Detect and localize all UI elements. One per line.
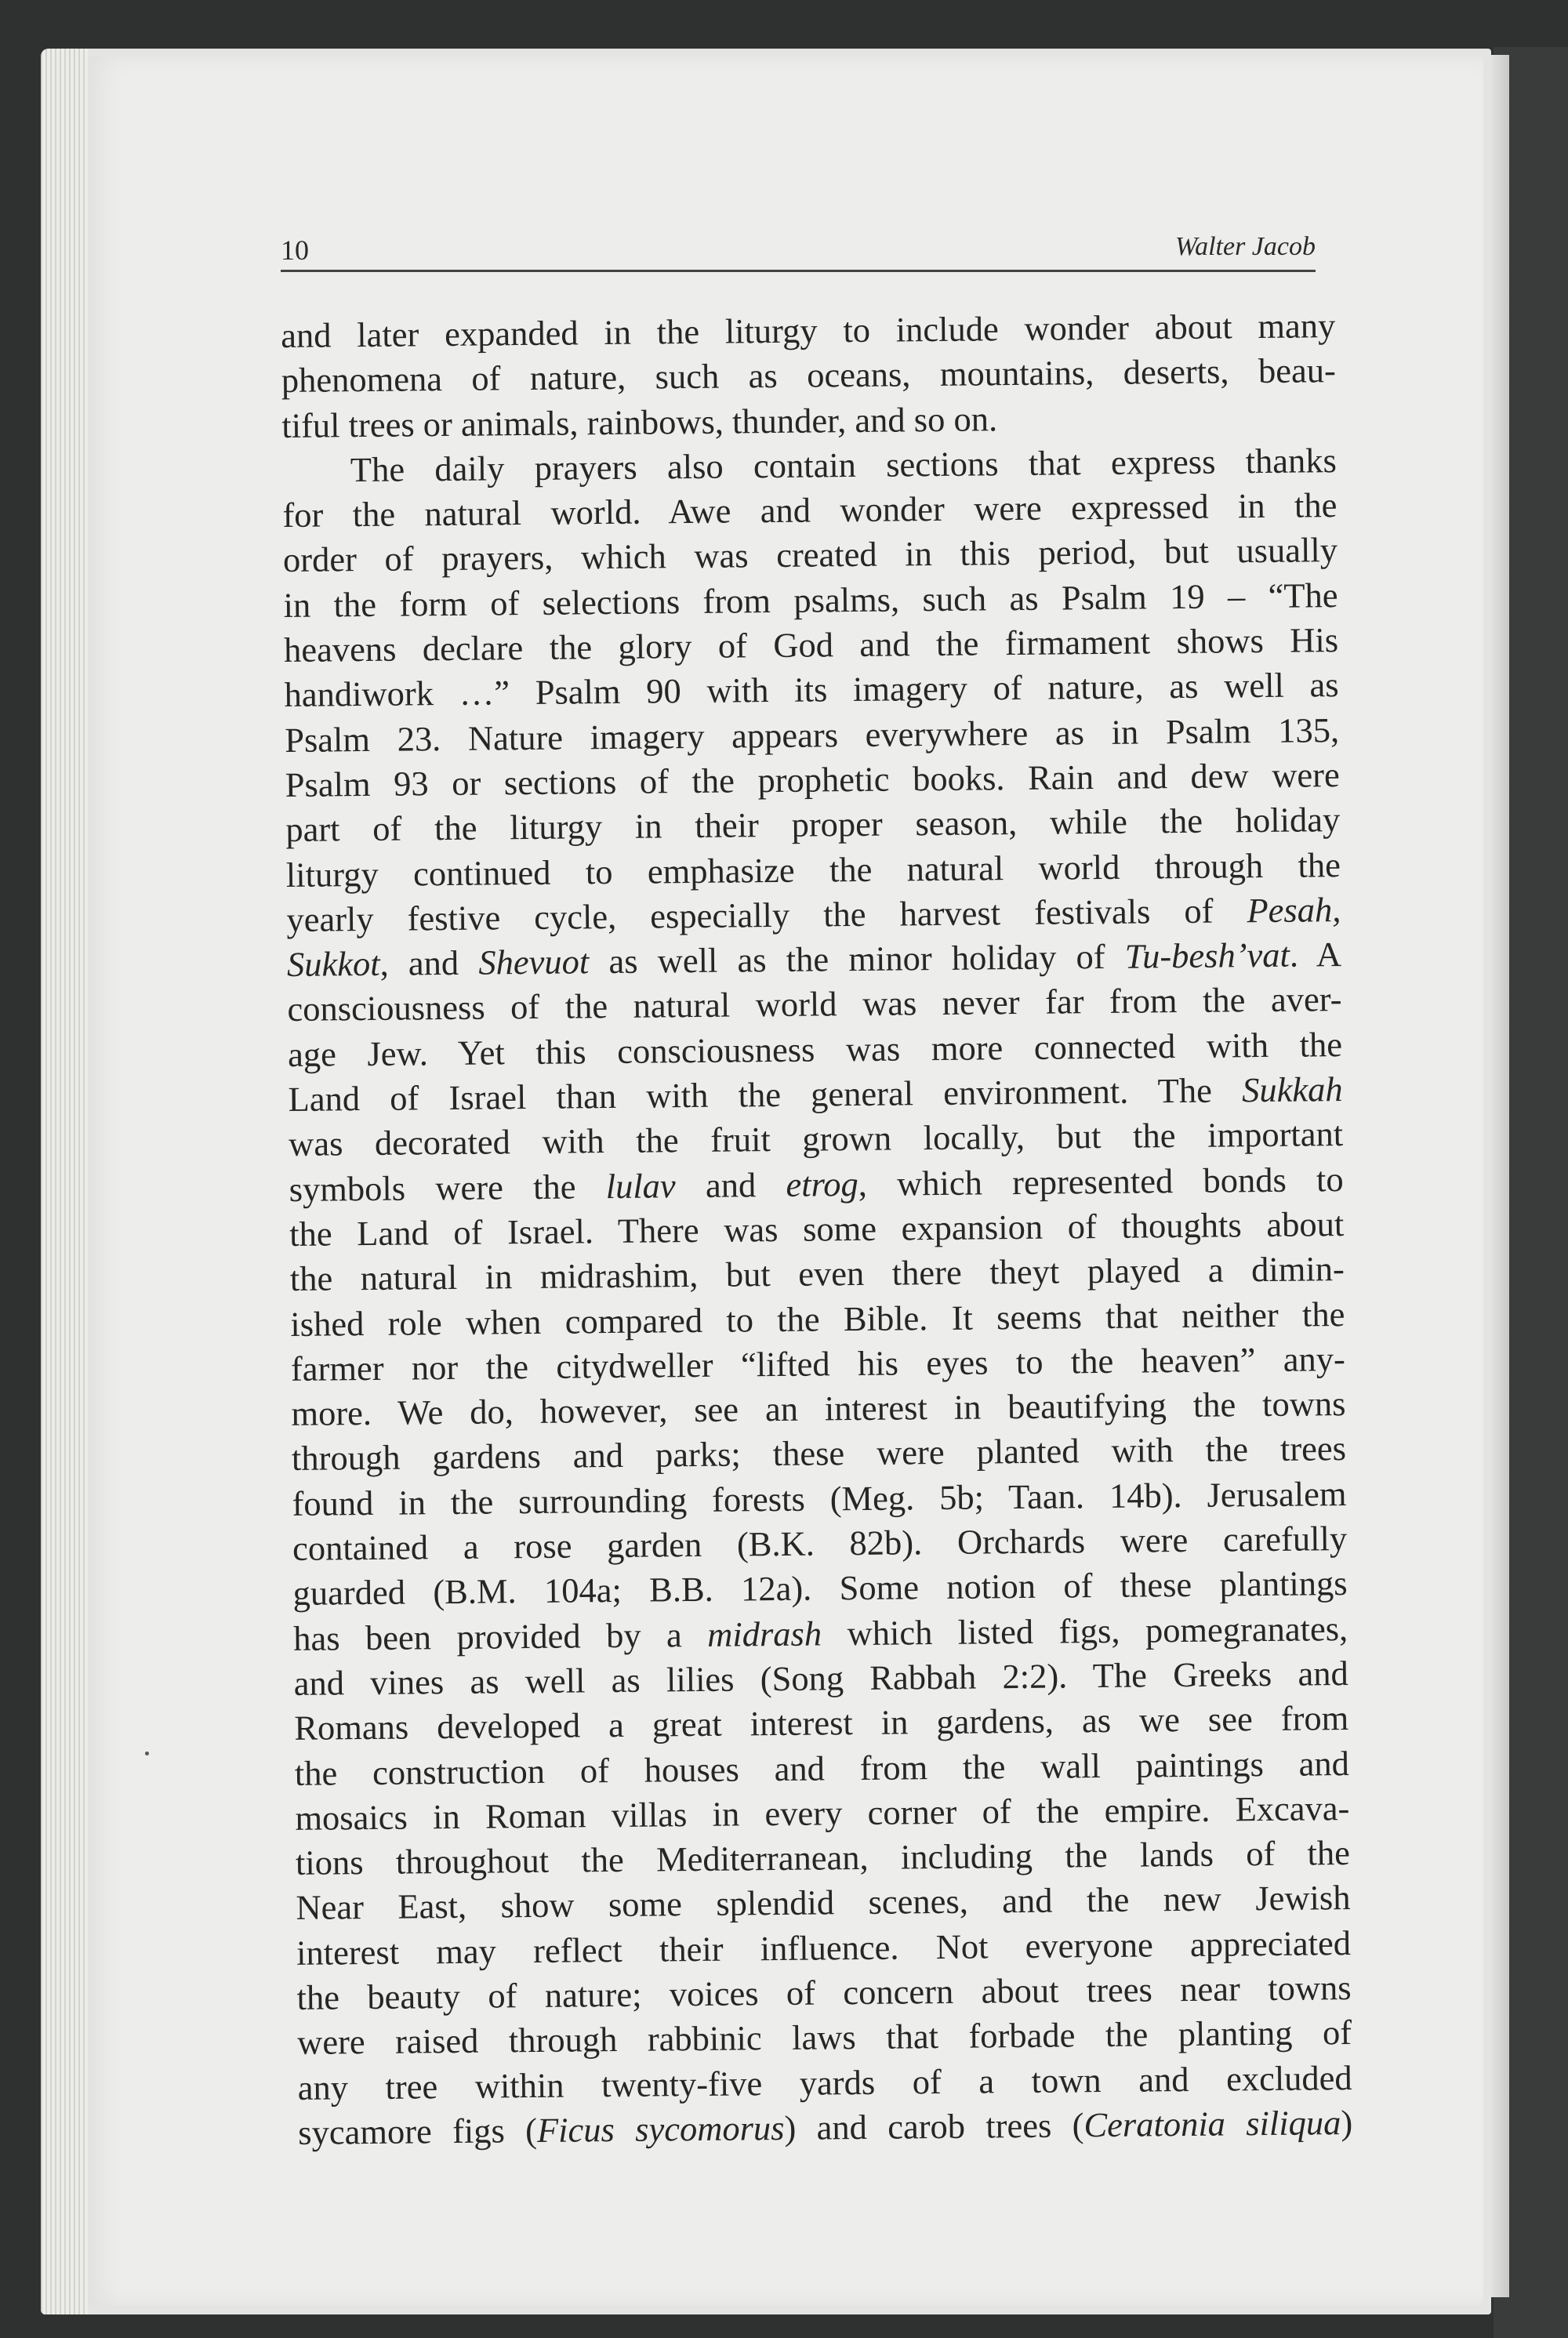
text-segment: were raised through rabbinic laws that forbade the planting of (296, 2013, 1352, 2063)
text-segment: through gardens and parks; these were planted with the trees (291, 1429, 1347, 1479)
body-text (281, 303, 1352, 2155)
text-segment: and vines as well as lilies (Song Rabbah 2:2). The Greeks and (293, 1653, 1348, 1703)
text-segment: for the natural world. Awe and wonder were expressed in the (282, 485, 1338, 535)
text-segment: liturgy continued to emphasize the natural world through the (285, 844, 1341, 895)
text-segment: age Jew. Yet this consciousness was more connected with the (287, 1024, 1343, 1074)
text-segment: Romans developed a great interest in gardens, as we see from (294, 1698, 1349, 1748)
text-segment: contained a rose garden (B.K. 82b). Orchards were carefully (292, 1519, 1348, 1568)
text-segment: consciousness of the natural world was never far from the aver- (287, 979, 1342, 1029)
text-segment: ) and carob trees ( (784, 2105, 1084, 2147)
text-segment: Near East, show some splendid scenes, and the new Jewish (296, 1878, 1351, 1928)
text-segment: ished role when compared to the Bible. It seems that neither the (290, 1294, 1345, 1344)
text-segment: and (675, 1164, 786, 1205)
text-segment: farmer nor the citydweller “lifted his eyes to the heaven” any- (290, 1338, 1346, 1389)
text-segment: found in the surrounding forests (Meg. 5b; Taan. 14b). Jerusalem (292, 1473, 1347, 1523)
text-segment: the Land of Israel. There was some expansion of thoughts about (289, 1203, 1345, 1254)
text-segment: Psalm 93 or sections of the prophetic books. Rain and dew were (285, 755, 1340, 804)
text-segment: Land of Israel than with the general environment. The (288, 1070, 1243, 1119)
text-segment: The daily prayers also contain sections that express thanks (350, 440, 1338, 490)
text-segment: Psalm 23. Nature imagery appears everywhere as in Psalm 135, (284, 710, 1340, 760)
text-segment: tiful trees or animals, rainbows, thunder, and so on. (281, 398, 998, 445)
text-segment: interest may reflect their influence. Not everyone appreciated (296, 1922, 1352, 1973)
text-segment: as well as the minor holiday of (588, 936, 1126, 982)
text-segment: more. We do, however, see an interest in beautifying the towns (291, 1384, 1346, 1434)
running-head (281, 220, 1316, 272)
text-segment: phenomena of nature, such as oceans, mountains, deserts, beau- (281, 350, 1336, 401)
text-segment: which listed figs, pomegranates, (821, 1608, 1348, 1654)
italic-term: Ceratonia siliqua (1083, 2103, 1341, 2145)
running-head-author: Walter Jacob (1174, 232, 1316, 261)
text-segment: any tree within twenty-five yards of a town and excluded (297, 2057, 1352, 2107)
italic-term: etrog (786, 1164, 858, 1204)
text-segment: , and (379, 942, 479, 983)
text-segment: mosaics in Roman villas in every corner of the empire. Excava- (295, 1788, 1350, 1838)
italic-term: Ficus sycomorus (536, 2107, 785, 2150)
text-segment: order of prayers, which was created in this period, but usually (282, 530, 1338, 580)
text-segment: the construction of houses and from the wall paintings and (294, 1743, 1350, 1793)
text-segment: ) (1341, 2102, 1353, 2142)
text-segment: the beauty of nature; voices of concern about trees near towns (296, 1967, 1352, 2017)
text-segment: part of the liturgy in their proper season, while the holiday (285, 800, 1341, 850)
text-segment: has been provided by a (292, 1614, 708, 1658)
text-segment: , which represented bonds to (858, 1159, 1344, 1203)
italic-term: Shevuot (478, 942, 590, 982)
text-segment: tions throughout the Mediterranean, including the lands of the (295, 1833, 1351, 1883)
text-segment: guarded (B.M. 104a; B.B. 12a). Some notion of these plantings (292, 1563, 1348, 1614)
text-segment: in the form of selections from psalms, such as Psalm 19 – “The (283, 575, 1338, 625)
text-segment: . A (1289, 935, 1342, 975)
text-segment: the natural in midrashim, but even there theyt played a dimin- (289, 1249, 1345, 1299)
text-segment: yearly festive cycle, especially the harvest festivals of (286, 891, 1247, 939)
text-segment: sycamore figs ( (298, 2110, 538, 2152)
italic-term: lulav (605, 1165, 676, 1206)
italic-term: Pesah, (1247, 889, 1341, 931)
text-segment: handiwork …” Psalm 90 with its imagery of nature, as well as (284, 665, 1339, 715)
page-speck (145, 1752, 149, 1755)
italic-term: midrash (706, 1614, 822, 1654)
italic-term: Tu-besh’vat (1124, 935, 1290, 976)
text-segment: heavens declare the glory of God and the firmament shows His (283, 620, 1339, 670)
text-segment: was decorated with the fruit grown locally, but the important (288, 1114, 1344, 1164)
page-number: 10 (281, 234, 309, 266)
text-segment: symbols were the (289, 1166, 606, 1209)
italic-term: Sukkah (1241, 1069, 1343, 1110)
italic-term: Sukkot (286, 943, 380, 985)
text-segment: and later expanded in the liturgy to include wonder about many (281, 306, 1336, 355)
